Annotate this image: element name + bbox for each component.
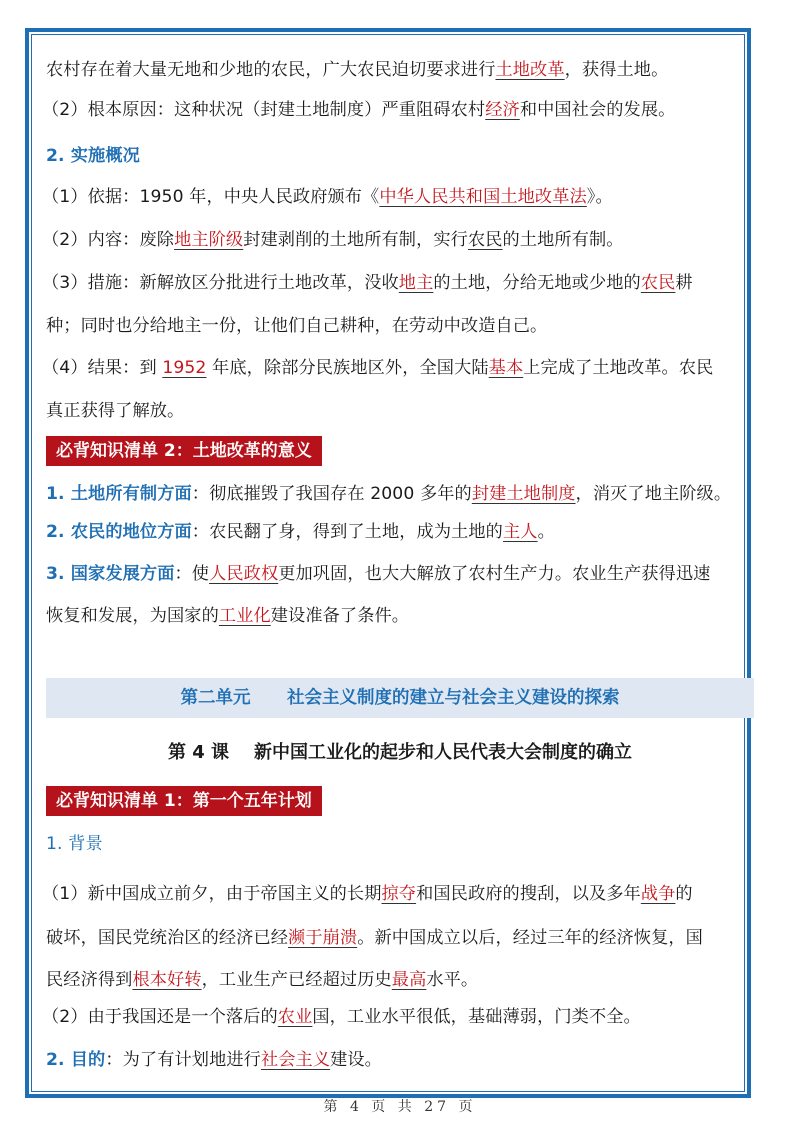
key-term: 1952	[162, 358, 207, 378]
section-heading: 2. 实施概况	[46, 146, 140, 166]
key-term: 地主阶级	[174, 230, 244, 250]
text: 民经济得到	[46, 970, 133, 990]
key-term: 农民	[640, 273, 676, 293]
text: 农村存在着大量无地和少地的农民，广大农民迫切要求进行	[46, 60, 496, 80]
list-item	[42, 271, 693, 295]
text: 恢复和发展，为国家的	[46, 606, 219, 626]
text: 的	[675, 884, 693, 904]
list-item	[42, 228, 624, 252]
key-term: 经济	[485, 100, 520, 120]
list-item	[42, 185, 613, 209]
list-item	[46, 482, 731, 506]
text: （2）内容：废除	[42, 230, 175, 250]
list-item	[42, 356, 713, 380]
text: 建设。	[330, 1050, 382, 1070]
item-label: 2. 农民的地位方面	[46, 522, 192, 542]
key-term: 地主	[398, 273, 434, 293]
list-item-continuation	[46, 968, 478, 992]
list-item	[42, 882, 693, 906]
text: ，消灭了地主阶级。	[575, 484, 732, 504]
key-term: 中华人民共和国土地改革法	[379, 187, 587, 207]
text: ，获得土地。	[564, 60, 669, 80]
list-item-continuation	[46, 604, 409, 628]
text: 和中国社会的发展。	[519, 100, 676, 120]
knowledge-tag: 必背知识清单 2：土地改革的意义	[46, 436, 322, 466]
text: 建设准备了条件。	[270, 606, 410, 626]
underlined-term: 农民	[467, 230, 503, 250]
key-term: 濒于崩溃	[288, 928, 358, 948]
knowledge-tag: 必背知识清单 1：第一个五年计划	[46, 786, 322, 816]
paragraph	[42, 98, 675, 122]
key-term: 农业	[277, 1007, 313, 1027]
text: ：使	[174, 564, 210, 584]
list-item-continuation: 真正获得了解放。	[46, 401, 185, 421]
text: ：彻底摧毁了我国存在 2000 多年的	[191, 484, 472, 504]
key-term: 根本好转	[132, 970, 202, 990]
text: 更加巩固，也大大解放了农村生产力。农业生产获得迅速	[278, 564, 711, 584]
key-term: 封建土地制度	[471, 484, 576, 504]
key-term: 社会主义	[260, 1050, 331, 1070]
item-label: 1. 土地所有制方面	[46, 484, 192, 504]
page-number: 第 4 页 共 27 页	[323, 1099, 477, 1115]
key-term: 土地改革	[495, 60, 565, 80]
text: 封建剥削的土地所有制，实行	[243, 230, 468, 250]
text: 。	[537, 522, 555, 542]
lesson-title: 第 4 课 新中国工业化的起步和人民代表大会制度的确立	[167, 742, 633, 763]
text: 。新中国成立以后，经过三年的经济恢复，国	[357, 928, 703, 948]
text: 国，工业水平很低，基础薄弱，门类不全。	[312, 1007, 641, 1027]
text: （2）由于我国还是一个落后的	[42, 1007, 278, 1027]
key-term: 战争	[640, 884, 676, 904]
item-label: 2. 目的	[46, 1050, 106, 1070]
unit-banner: 第二单元 社会主义制度的建立与社会主义建设的探索	[46, 678, 754, 718]
text: ，工业生产已经超过历史	[201, 970, 392, 990]
text: 的土地，分给无地或少地的	[433, 273, 641, 293]
text: 耕	[675, 273, 693, 293]
item-label: 3. 国家发展方面	[46, 564, 175, 584]
text: 》。	[586, 187, 613, 207]
text: 上完成了土地改革。农民	[523, 358, 714, 378]
key-term: 主人	[502, 522, 538, 542]
text: 破坏，国民党统治区的经济已经	[46, 928, 289, 948]
text: 的土地所有制。	[502, 230, 624, 250]
text: （2）根本原因：这种状况（封建土地制度）严重阻碍农村	[42, 100, 486, 120]
section-heading: 1. 背景	[46, 834, 103, 854]
text: ：农民翻了身，得到了土地，成为土地的	[191, 522, 503, 542]
text: （4）结果：到	[42, 358, 163, 378]
list-item	[46, 562, 710, 586]
list-item-continuation: 种；同时也分给地主一份，让他们自己耕种，在劳动中改造自己。	[46, 316, 548, 336]
text: 年底，除部分民族地区外，全国大陆	[206, 358, 489, 378]
key-term: 掠夺	[381, 884, 417, 904]
text: 水平。	[426, 970, 479, 990]
paragraph	[46, 58, 668, 82]
list-item-continuation	[46, 926, 703, 950]
text: （3）措施：新解放区分批进行土地改革，没收	[42, 273, 399, 293]
text: （1）依据：1950 年，中央人民政府颁布《	[42, 187, 380, 207]
key-term: 人民政权	[209, 564, 279, 584]
key-term: 基本	[488, 358, 524, 378]
text: 和国民政府的搜刮，以及多年	[416, 884, 641, 904]
text: ：为了有计划地进行	[105, 1050, 261, 1070]
key-term: 工业化	[218, 606, 271, 626]
text: （1）新中国成立前夕，由于帝国主义的长期	[42, 884, 382, 904]
list-item	[42, 1005, 641, 1029]
list-item	[46, 1048, 382, 1072]
key-term: 最高	[391, 970, 427, 990]
list-item	[46, 520, 555, 544]
